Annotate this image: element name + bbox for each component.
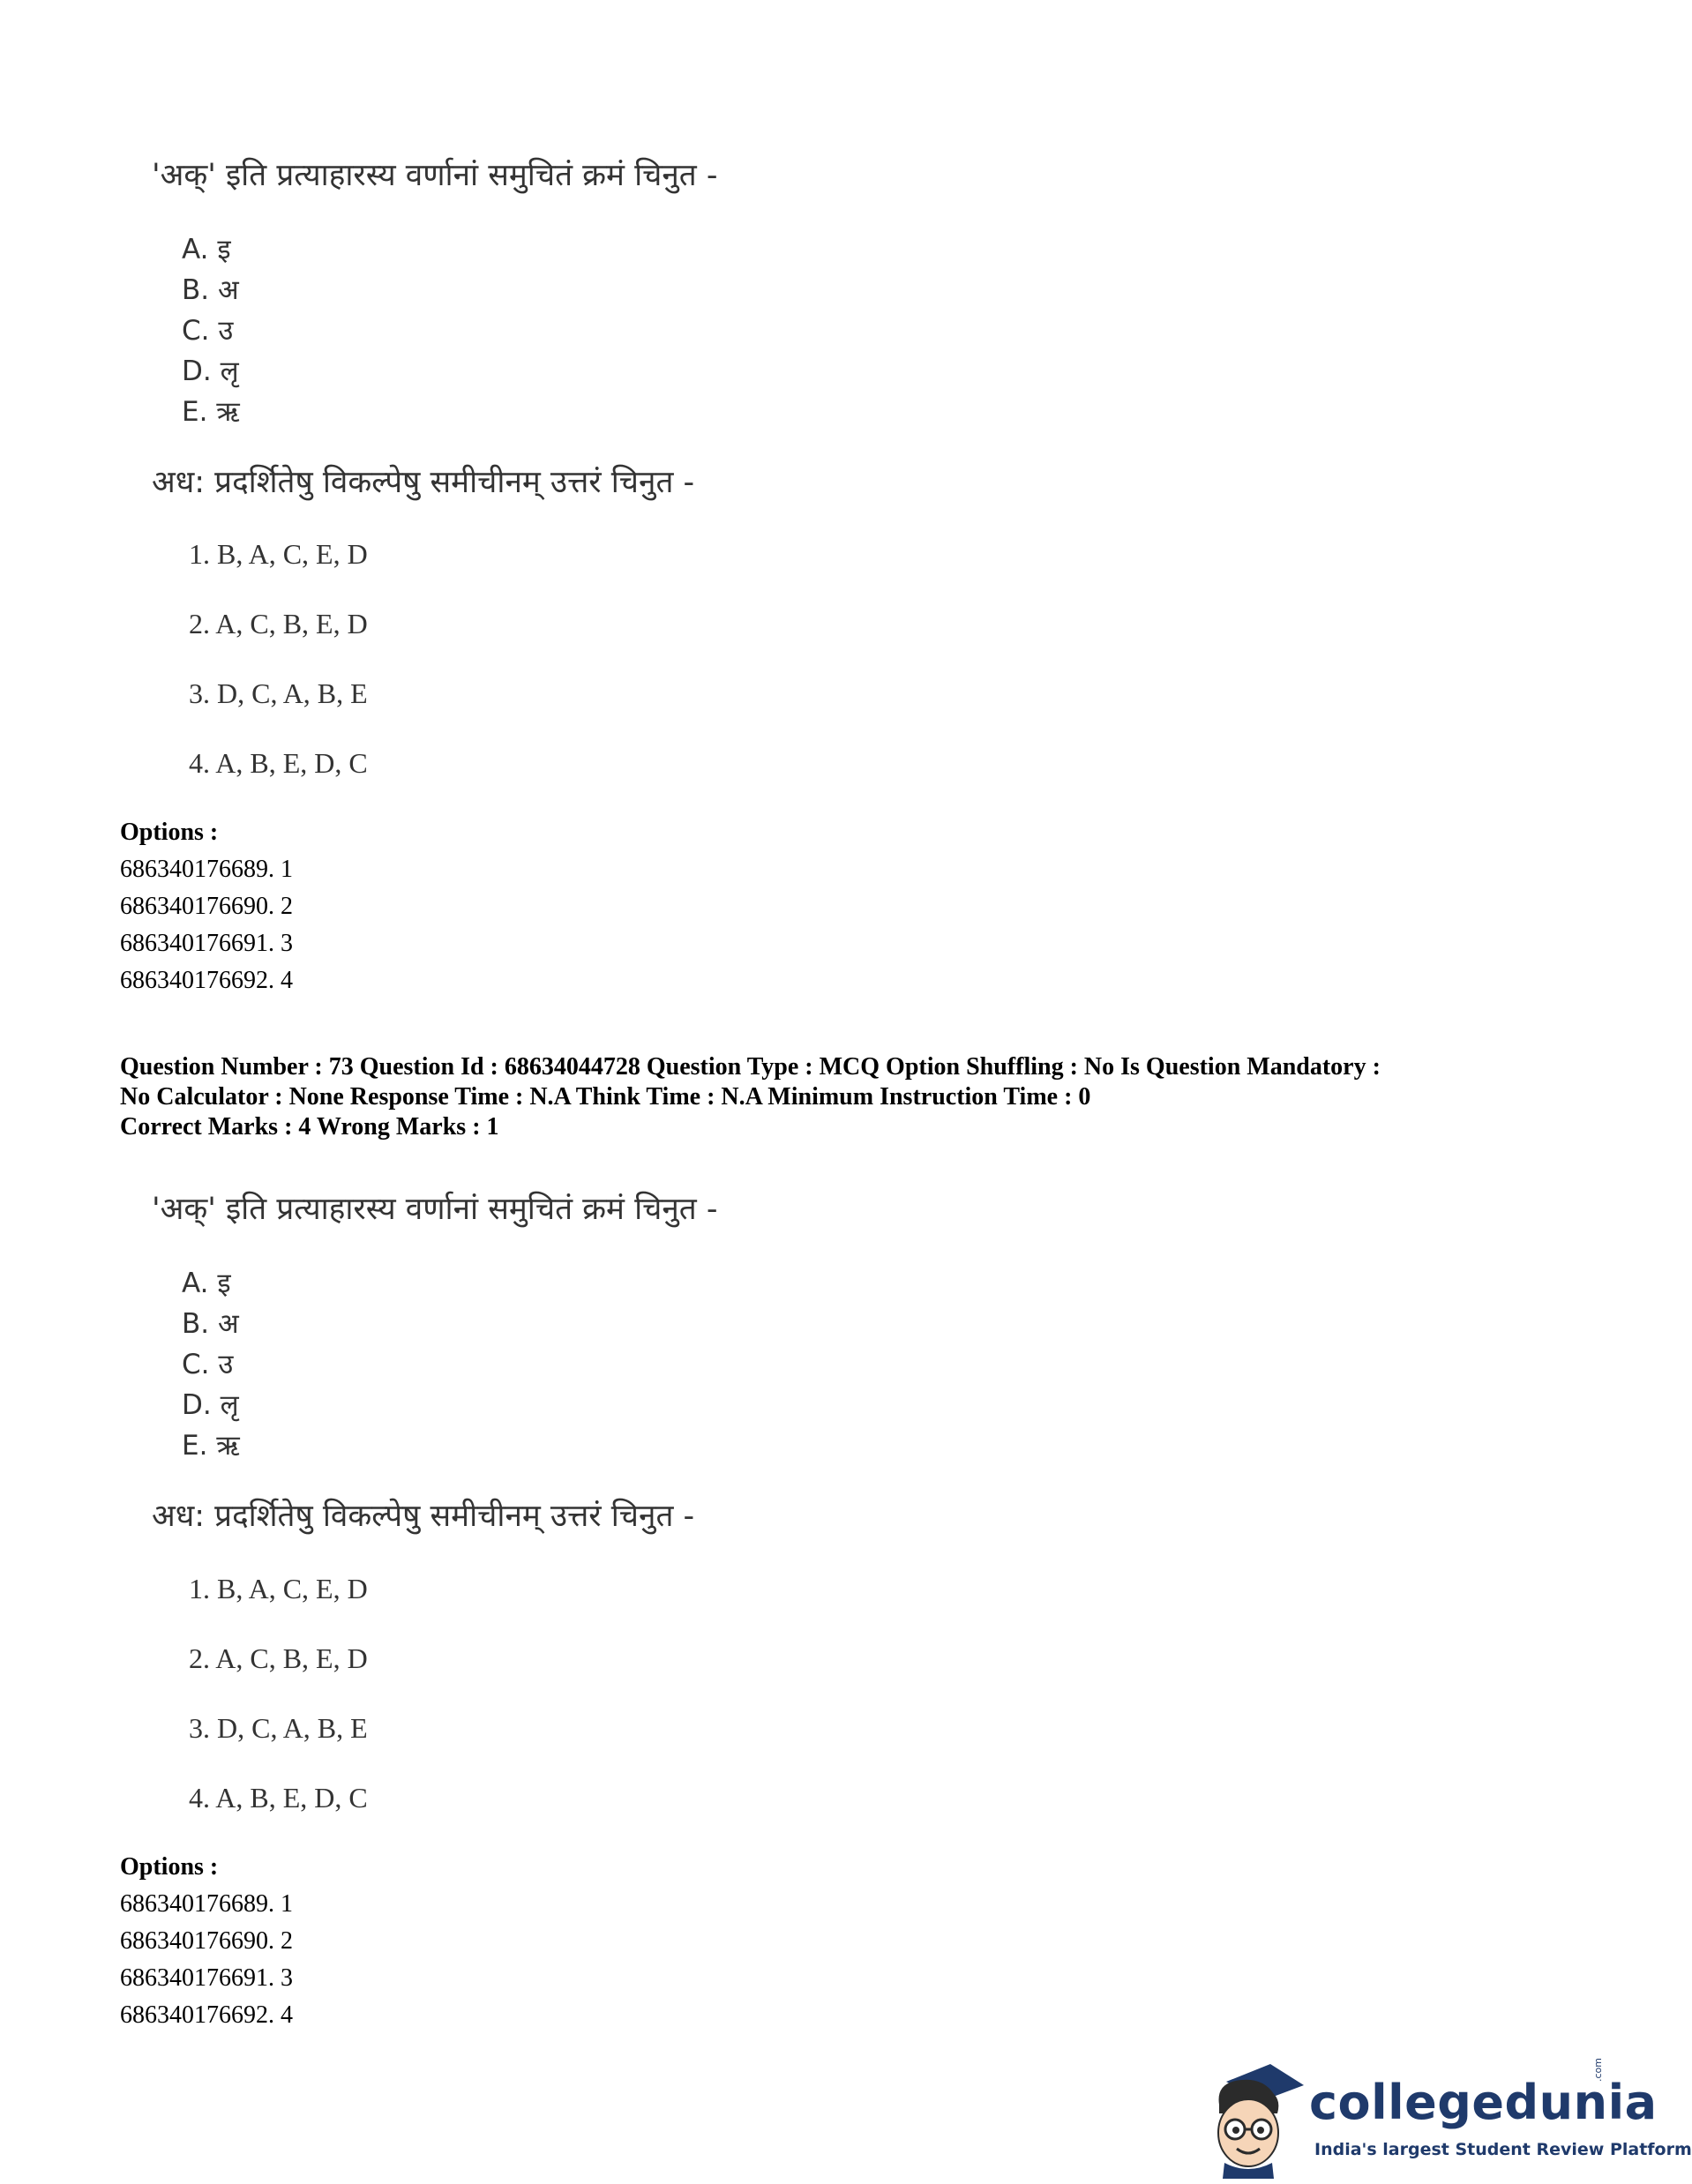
option-row: 686340176692. 4 bbox=[120, 967, 293, 994]
question-text: 'अक्' इति प्रत्याहारस्य वर्णानां समुचितं क्रमं चिनुत - bbox=[152, 1192, 718, 1227]
statement-e: E. ऋ bbox=[182, 1430, 240, 1462]
statement-b: B. अ bbox=[182, 274, 239, 306]
logo-com: .com bbox=[1592, 2058, 1604, 2082]
option-row: 686340176690. 2 bbox=[120, 893, 293, 920]
question-text: 'अक्' इति प्रत्याहारस्य वर्णानां समुचितं क्रमं चिनुत - bbox=[152, 158, 718, 193]
option-row: 686340176691. 3 bbox=[120, 1964, 293, 1992]
options-heading: Options : bbox=[120, 819, 219, 846]
option-row: 686340176689. 1 bbox=[120, 856, 293, 883]
statement-a: A. इ bbox=[182, 1268, 231, 1299]
statement-d: D. लृ bbox=[182, 1389, 239, 1421]
option-row: 686340176692. 4 bbox=[120, 2001, 293, 2029]
choice-prompt: अध: प्रदर्शितेषु विकल्पेषु समीचीनम् उत्तरं चिनुत - bbox=[152, 1499, 695, 1534]
marks-line: Correct Marks : 4 Wrong Marks : 1 bbox=[120, 1113, 499, 1141]
statement-a: A. इ bbox=[182, 234, 231, 266]
choice-4: 4. A, B, E, D, C bbox=[189, 1782, 368, 1814]
statement-e: E. ऋ bbox=[182, 396, 240, 428]
option-row: 686340176691. 3 bbox=[120, 930, 293, 957]
choice-1: 1. B, A, C, E, D bbox=[189, 1573, 368, 1604]
choice-4: 4. A, B, E, D, C bbox=[189, 747, 368, 779]
question-meta bbox=[120, 1052, 1514, 1142]
statement-c: C. उ bbox=[182, 1349, 234, 1380]
option-row: 686340176690. 2 bbox=[120, 1927, 293, 1955]
statement-b: B. अ bbox=[182, 1308, 239, 1340]
mascot-icon bbox=[1200, 2055, 1306, 2179]
collegedunia-logo bbox=[1200, 2055, 1692, 2179]
question-meta-line-2: No Calculator : None Response Time : N.A Think Time : N.A Minimum Instruction Time : 0 bbox=[120, 1083, 1091, 1111]
choice-prompt: अध: प्रदर्शितेषु विकल्पेषु समीचीनम् उत्तरं चिनुत - bbox=[152, 465, 695, 500]
choice-3: 3. D, C, A, B, E bbox=[189, 677, 368, 709]
statement-d: D. लृ bbox=[182, 355, 239, 387]
choice-2: 2. A, C, B, E, D bbox=[189, 1642, 368, 1674]
logo-wordmark: collegedunia bbox=[1309, 2075, 1658, 2130]
options-heading: Options : bbox=[120, 1853, 219, 1881]
choice-2: 2. A, C, B, E, D bbox=[189, 608, 368, 639]
question-meta-line-1: Question Number : 73 Question Id : 68634044728 Question Type : MCQ Option Shuffling : No Is Question Mandatory : bbox=[120, 1053, 1381, 1081]
choice-3: 3. D, C, A, B, E bbox=[189, 1712, 368, 1744]
option-row: 686340176689. 1 bbox=[120, 1890, 293, 1918]
logo-tagline: India's largest Student Review Platform bbox=[1314, 2140, 1692, 2159]
statement-c: C. उ bbox=[182, 315, 234, 347]
choice-1: 1. B, A, C, E, D bbox=[189, 538, 368, 570]
